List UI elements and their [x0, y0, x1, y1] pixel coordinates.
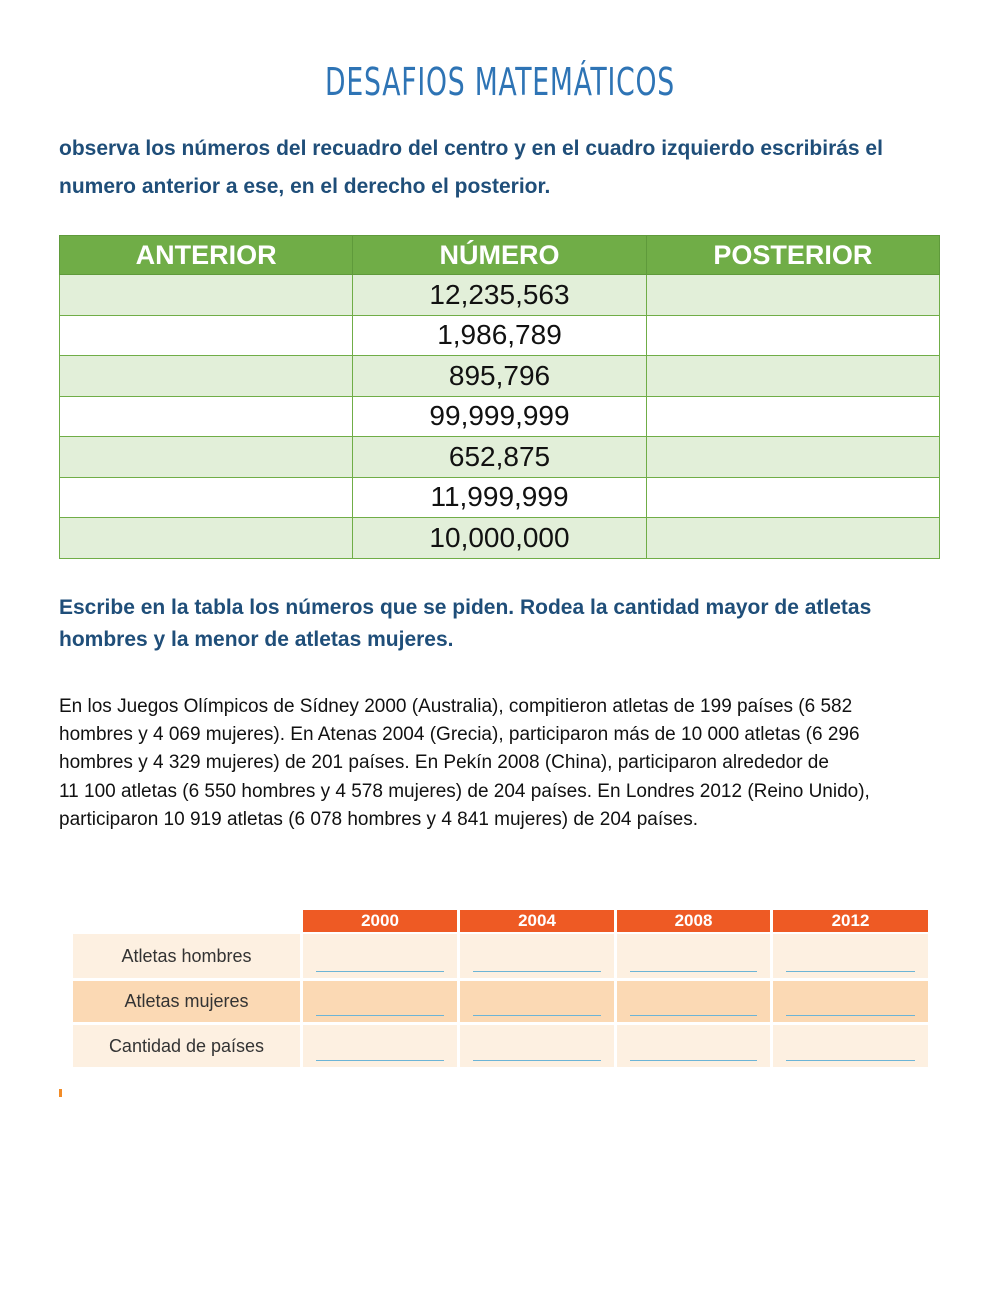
answer-cell[interactable] — [303, 981, 457, 1022]
paragraph-line: participaron 10 919 atletas (6 078 hombres y 4 841 mujeres) de 204 países. — [59, 808, 698, 830]
year-header: 2008 — [617, 910, 770, 932]
table-row — [60, 518, 940, 559]
answer-cell[interactable] — [617, 1025, 770, 1067]
row-label: Atletas mujeres — [73, 981, 300, 1022]
anterior-input-cell[interactable] — [60, 275, 353, 316]
posterior-input-cell[interactable] — [646, 396, 939, 437]
number-cell: 895,796 — [353, 356, 646, 397]
answer-cell[interactable] — [460, 934, 614, 978]
anterior-input-cell[interactable] — [60, 396, 353, 437]
number-cell: 10,000,000 — [353, 518, 646, 559]
answer-line — [473, 1015, 601, 1016]
paragraph-line: hombres y 4 329 mujeres) de 201 países. En Pekín 2008 (China), participaron alrededor de — [59, 752, 829, 774]
anterior-input-cell[interactable] — [60, 437, 353, 478]
answer-cell[interactable] — [617, 981, 770, 1022]
paragraph-line: En los Juegos Olímpicos de Sídney 2000 (Australia), compitieron atletas de 199 países (6 582 — [59, 696, 853, 717]
answer-line — [316, 1015, 444, 1016]
number-table — [59, 235, 940, 559]
row-label: Cantidad de países — [73, 1025, 300, 1067]
answer-cell[interactable] — [303, 934, 457, 978]
table-row — [60, 356, 940, 397]
answer-line — [630, 971, 757, 972]
answer-cell[interactable] — [303, 1025, 457, 1067]
number-cell: 99,999,999 — [353, 396, 646, 437]
number-cell: 11,999,999 — [353, 477, 646, 518]
paragraph-line: hombres y 4 069 mujeres). En Atenas 2004 (Grecia), participaron más de 10 000 atletas (6 296 — [59, 724, 860, 746]
table-row — [60, 275, 940, 316]
year-header: 2004 — [460, 910, 614, 932]
anterior-input-cell[interactable] — [60, 315, 353, 356]
posterior-input-cell[interactable] — [646, 275, 939, 316]
posterior-input-cell[interactable] — [646, 356, 939, 397]
olympics-paragraph — [59, 693, 870, 834]
number-cell: 12,235,563 — [353, 275, 646, 316]
posterior-input-cell[interactable] — [646, 315, 939, 356]
answer-line — [786, 1015, 915, 1016]
anterior-input-cell[interactable] — [60, 356, 353, 397]
number-cell: 652,875 — [353, 437, 646, 478]
year-header: 2012 — [773, 910, 928, 932]
answer-line — [473, 1060, 601, 1061]
orange-mark — [59, 1089, 62, 1097]
posterior-input-cell[interactable] — [646, 518, 939, 559]
page-title: DESAFIOS MATEMÁTICOS — [324, 60, 676, 104]
header-numero: NÚMERO — [353, 236, 646, 275]
paragraph-line: 11 100 atletas (6 550 hombres y 4 578 mujeres) de 204 países. En Londres 2012 (Reino Unido), — [59, 780, 870, 802]
answer-line — [316, 971, 444, 972]
table-row — [60, 396, 940, 437]
table-row — [60, 315, 940, 356]
posterior-input-cell[interactable] — [646, 477, 939, 518]
answer-cell[interactable] — [773, 1025, 928, 1067]
answer-cell[interactable] — [460, 981, 614, 1022]
answer-line — [630, 1015, 757, 1016]
answer-cell[interactable] — [617, 934, 770, 978]
number-cell: 1,986,789 — [353, 315, 646, 356]
row-label: Atletas hombres — [73, 934, 300, 978]
header-anterior: ANTERIOR — [60, 236, 353, 275]
posterior-input-cell[interactable] — [646, 437, 939, 478]
table-row — [60, 437, 940, 478]
instruction-2: Escribe en la tabla los números que se piden. Rodea la cantidad mayor de atletas hombres y la menor de atletas mujeres. — [59, 596, 872, 651]
year-header: 2000 — [303, 910, 457, 932]
answer-line — [316, 1060, 444, 1061]
answer-line — [630, 1060, 757, 1061]
answer-line — [786, 971, 915, 972]
anterior-input-cell[interactable] — [60, 477, 353, 518]
instruction-1: observa los números del recuadro del centro y en el cuadro izquierdo escribirás el numero anterior a ese, en el derecho el posterior. — [59, 137, 883, 198]
table-row — [60, 477, 940, 518]
answer-cell[interactable] — [773, 934, 928, 978]
answer-cell[interactable] — [773, 981, 928, 1022]
header-posterior: POSTERIOR — [646, 236, 939, 275]
answer-line — [473, 971, 601, 972]
anterior-input-cell[interactable] — [60, 518, 353, 559]
answer-cell[interactable] — [460, 1025, 614, 1067]
answer-line — [786, 1060, 915, 1061]
